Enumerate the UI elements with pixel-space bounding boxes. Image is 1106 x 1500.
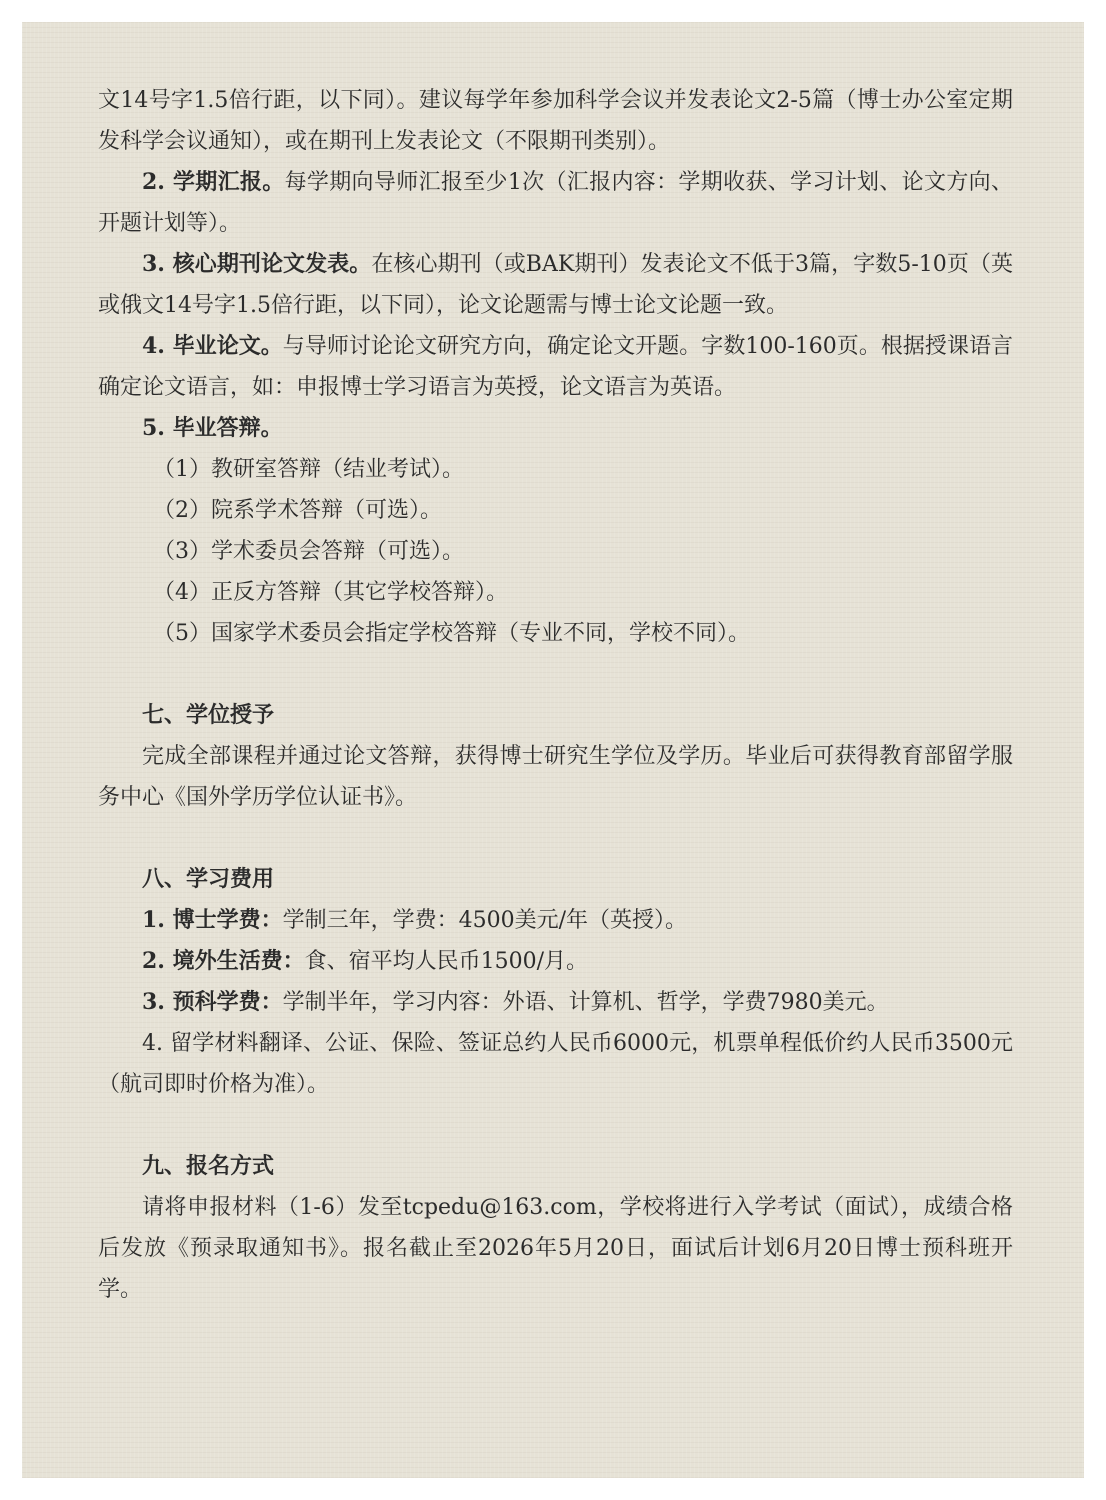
fee-item <box>98 941 1013 982</box>
document-body <box>98 80 1013 1310</box>
defense-item: （4）正反方答辩（其它学校答辩）。 <box>153 580 508 605</box>
item-text: 在核心期刊（或BAK期刊）发表论文不低于3篇，字数5-10页（英或俄文14号字1.5倍行距，以下同），论文论题需与博士论文论题一致。 <box>98 252 1013 318</box>
paragraph-semester-report <box>98 162 1013 244</box>
item-label: 2. 学期汇报。 <box>142 169 285 195</box>
paragraph-application: 请将申报材料（1-6）发至tcpedu@163.com，学校将进行入学考试（面试），成绩合格后发放《预录取通知书》。报名截止至2026年5月20日，面试后计划6月20日博士预科班开学。 <box>98 1195 1013 1302</box>
paragraph-thesis <box>98 326 1013 408</box>
item-text: 与导师讨论论文研究方向，确定论文开题。字数100-160页。根据授课语言确定论文语言，如：申报博士学习语言为英授，论文语言为英语。 <box>98 334 1013 400</box>
defense-item: （2）院系学术答辩（可选）。 <box>153 498 442 523</box>
item-label: 3. 核心期刊论文发表。 <box>142 251 372 277</box>
fee-label: 2. 境外生活费： <box>142 948 305 974</box>
paragraph-degree: 完成全部课程并通过论文答辩，获得博士研究生学位及学历。毕业后可获得教育部留学服务中心《国外学历学位认证书》。 <box>98 744 1013 810</box>
item-label: 5. 毕业答辩。 <box>142 415 283 441</box>
fee-item <box>98 982 1013 1023</box>
item-text: 每学期向导师汇报至少1次（汇报内容：学期收获、学习计划、论文方向、开题计划等）。 <box>98 170 1013 236</box>
defense-item: （3）学术委员会答辩（可选）。 <box>153 539 464 564</box>
fee-text: 学制三年，学费：4500美元/年（英授）。 <box>282 908 688 933</box>
fee-text: 食、宿平均人民币1500/月。 <box>304 949 589 974</box>
section-heading-application: 九、报名方式 <box>142 1153 275 1179</box>
fee-item <box>98 1023 1013 1105</box>
fee-label: 3. 预科学费： <box>142 989 283 1015</box>
paragraph-core-journal <box>98 244 1013 326</box>
fee-text: 4. 留学材料翻译、公证、保险、签证总约人民币6000元，机票单程低价约人民币3500元（航司即时价格为准）。 <box>98 1031 1013 1097</box>
defense-item: （1）教研室答辩（结业考试）。 <box>153 457 464 482</box>
fee-text: 学制半年，学习内容：外语、计算机、哲学，学费7980美元。 <box>282 990 889 1015</box>
fee-item <box>98 900 1013 941</box>
paragraph-defense <box>98 408 1013 449</box>
item-label: 4. 毕业论文。 <box>142 333 283 359</box>
fee-label: 1. 博士学费： <box>142 907 283 933</box>
section-heading-fees: 八、学习费用 <box>142 866 275 892</box>
section-heading-degree: 七、学位授予 <box>142 702 275 728</box>
defense-item: （5）国家学术委员会指定学校答辩（专业不同，学校不同）。 <box>153 621 750 646</box>
paragraph-publication-tail: 文14号字1.5倍行距，以下同）。建议每学年参加科学会议并发表论文2-5篇（博士办公室定期发科学会议通知），或在期刊上发表论文（不限期刊类别）。 <box>98 88 1013 154</box>
